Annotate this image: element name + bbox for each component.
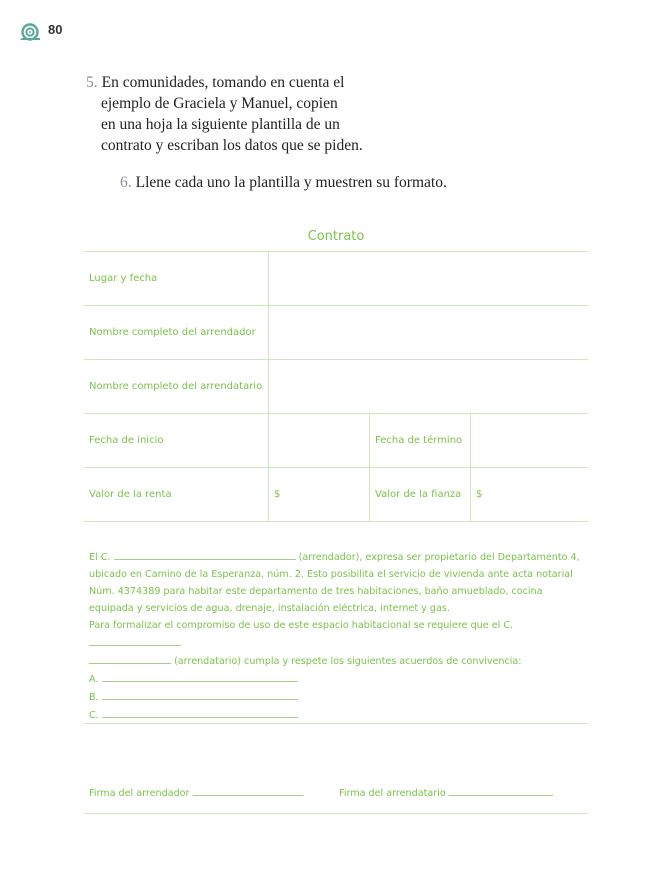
instruction-6-number: 6. xyxy=(120,174,132,191)
form-row-tenant xyxy=(84,359,588,413)
tenant-signature-label: Firma del arrendatario xyxy=(339,788,446,799)
label-place-date: Lugar y fecha xyxy=(84,252,269,305)
label-deposit-value: Valor de la fianza xyxy=(370,468,471,521)
tenant-name-blank-2[interactable] xyxy=(89,652,171,664)
form-row-dates xyxy=(84,413,588,467)
label-end-date: Fecha de término xyxy=(370,414,471,467)
instruction-5-line-1: En comunidades, tomando en cuenta el xyxy=(101,74,345,91)
label-landlord-name: Nombre completo del arrendador xyxy=(84,306,269,359)
instruction-5-line-3: en una hoja la siguiente plantilla de un xyxy=(101,116,340,133)
landlord-signature xyxy=(89,784,303,799)
agreement-c-label: C. xyxy=(89,710,99,721)
agreement-a-blank[interactable] xyxy=(102,670,298,682)
landlord-signature-blank[interactable] xyxy=(193,784,303,796)
field-landlord-name[interactable] xyxy=(269,306,588,359)
field-place-date[interactable] xyxy=(269,252,588,305)
clause-p2-start: Para formalizar el compromiso de uso de este espacio habitacional se requiere que el C. xyxy=(89,620,514,631)
tenant-signature-blank[interactable] xyxy=(449,784,553,796)
instruction-6-text: Llene cada uno la plantilla y muestren su formato. xyxy=(135,174,447,191)
form-row-amounts xyxy=(84,467,588,522)
instruction-6 xyxy=(120,172,480,193)
snail-logo-icon xyxy=(18,22,42,42)
clause-p1-start: El C. xyxy=(89,552,111,563)
field-start-date[interactable] xyxy=(269,414,370,467)
field-deposit-value[interactable]: $ xyxy=(476,489,483,500)
label-start-date: Fecha de inicio xyxy=(84,414,269,467)
agreement-a xyxy=(89,670,584,688)
section-divider xyxy=(84,723,588,724)
agreement-b-label: B. xyxy=(89,692,99,703)
landlord-signature-label: Firma del arrendador xyxy=(89,788,190,799)
instruction-5 xyxy=(86,72,376,156)
contract-title: Contrato xyxy=(307,229,365,244)
instruction-5-line-4: contrato y escriban los datos que se piden. xyxy=(101,137,363,154)
contract-form xyxy=(84,251,588,522)
field-end-date[interactable] xyxy=(471,414,588,467)
agreement-b xyxy=(89,688,584,706)
tenant-signature xyxy=(339,784,553,799)
clause-p2-rest: (arrendatario) cumpla y respete los siguientes acuerdos de convivencia: xyxy=(174,656,522,667)
clause-p1-rest: (arrendador), expresa ser propietario del Departamento 4, ubicado en Camino de la Esperanza, núm. 2. Esto posibilita el servicio de vivienda ante acta notarial Núm. 4374389 para habitar este departamento de tres habitaciones, baño amueblado, cocina equipada y servicios de agua, drenaje, instalación eléctrica, internet y gas. xyxy=(89,552,580,614)
contract-clause xyxy=(89,548,584,724)
tenant-name-blank-1[interactable] xyxy=(89,634,181,646)
field-tenant-name[interactable] xyxy=(269,360,588,413)
label-tenant-name: Nombre completo del arrendatario xyxy=(84,360,269,413)
form-row-place-date xyxy=(84,251,588,305)
page-number: 80 xyxy=(48,22,63,37)
instruction-5-number: 5. xyxy=(86,74,98,91)
agreement-c-blank[interactable] xyxy=(102,706,298,718)
field-rent-value[interactable]: $ xyxy=(269,468,370,521)
agreement-b-blank[interactable] xyxy=(102,688,298,700)
form-row-landlord xyxy=(84,305,588,359)
label-rent-value: Valor de la renta xyxy=(84,468,269,521)
instruction-5-line-2: ejemplo de Graciela y Manuel, copien xyxy=(101,95,338,112)
agreement-c xyxy=(89,706,584,724)
landlord-name-blank[interactable] xyxy=(114,548,296,560)
agreement-a-label: A. xyxy=(89,674,99,685)
bottom-divider xyxy=(84,813,588,814)
